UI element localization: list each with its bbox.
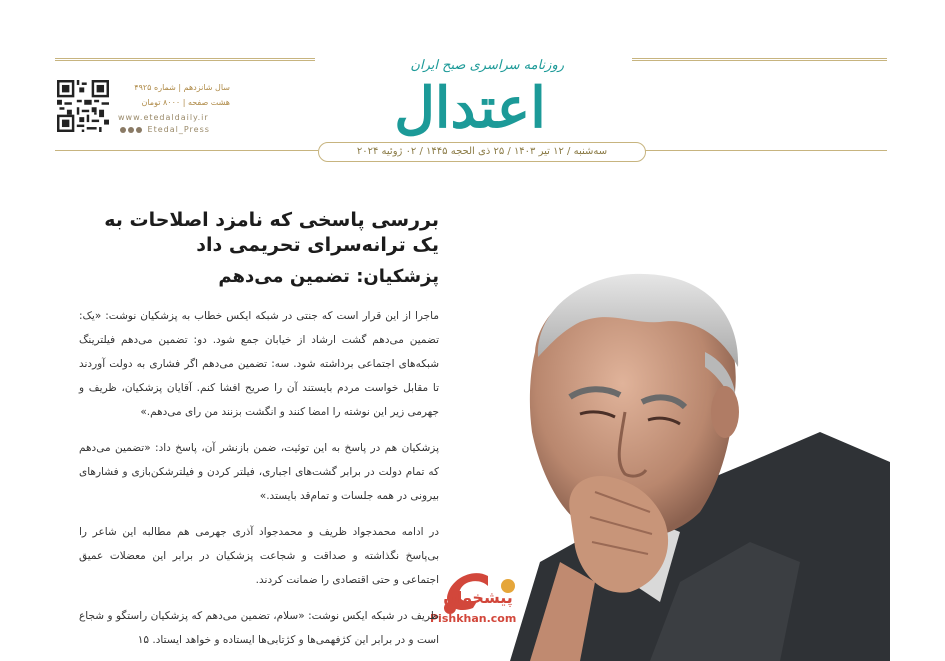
watermark-url: Pishkhan.com [430, 612, 517, 625]
website-text: www.etedaldaily.ir [118, 113, 209, 122]
masthead-rule-left [55, 58, 315, 61]
instagram-icon [120, 127, 126, 133]
telegram-icon [128, 127, 134, 133]
paragraph-2: پزشکیان هم در پاسخ به این توئیت، ضمن بازنشر آن، پاسخ داد: «تضمین می‌دهم که تمام دولت در برابر گشت‌های اجباری، فیلتر کردن و فیلترشکن‌بازی و فشارهای بیرونی در همه جلسات و تمام‌قد بایستد.» [79, 442, 439, 502]
subhead: پزشکیان: تضمین می‌دهم [218, 266, 439, 287]
social-handle-text: Etedal_Press [147, 125, 210, 134]
newspaper-logo [370, 58, 570, 140]
social-handle [120, 125, 210, 134]
logo-subtitle: روزنامه سراسری صبح ایران [410, 58, 564, 73]
logo-title: اعتدال [394, 75, 546, 141]
qr-code-icon [57, 80, 109, 132]
issue-line-1: سال شانزدهم | شماره ۴۹۲۵ [134, 83, 230, 92]
headline: بررسی پاسخی که نامزد اصلاحات به یک ترانه‌سرای تحریمی داد [104, 209, 439, 256]
twitter-icon [136, 127, 142, 133]
masthead-bottom-rule-left [55, 150, 318, 151]
masthead-bottom-rule-right [644, 150, 887, 151]
paragraph-3: در ادامه محمدجواد ظریف و محمدجواد آذری جهرمی هم مطالبه این شاعر را بی‌پاسخ نگذاشته و صداقت و شجاعت پزشکیان در برابر این معضلات عمیق اجتماعی و حتی اقتصادی را ضمانت کردند. [79, 526, 439, 586]
date-line: سه‌شنبه / ۱۲ تیر ۱۴۰۳ / ۲۵ ذی الحجه ۱۴۴۵ / ۰۲ ژوئیه ۲۰۲۴ [318, 142, 646, 162]
pishkhan-logo-icon [428, 568, 528, 618]
issue-info [118, 80, 230, 125]
issue-line-2: هشت صفحه | ۸۰۰۰ تومان [141, 98, 230, 107]
watermark-brand: پیشخوان [443, 588, 513, 607]
paragraph-1: ماجرا از این قرار است که جنتی در شبکه ایکس خطاب به پزشکیان نوشت: «یک: تضمین می‌دهم گشت ارشاد از خیابان جمع شود. دو: تضمین می‌دهم فیلترینگ شبکه‌های اجتماعی برداشته شود. سه: تضمین می‌دهم اگر فشاری به دولت آوردند تا مقابل خواست مردم بایستند آن را صریح افشا کنم. آقایان پزشکیان، ظریف و جهرمی زیر این نوشته را امضا کنند و انگشت بزنند من رای می‌دهم.» [79, 310, 439, 418]
paragraph-4: ظریف در شبکه ایکس نوشت: «سلام، تضمین می‌دهم که پزشکیان راستگو و شجاع است و در برابر این کژفهمی‌ها و کژتابی‌ها ایستاده و خواهد ایستاد. ۱۵ [79, 610, 439, 646]
masthead-rule-right [632, 58, 887, 61]
